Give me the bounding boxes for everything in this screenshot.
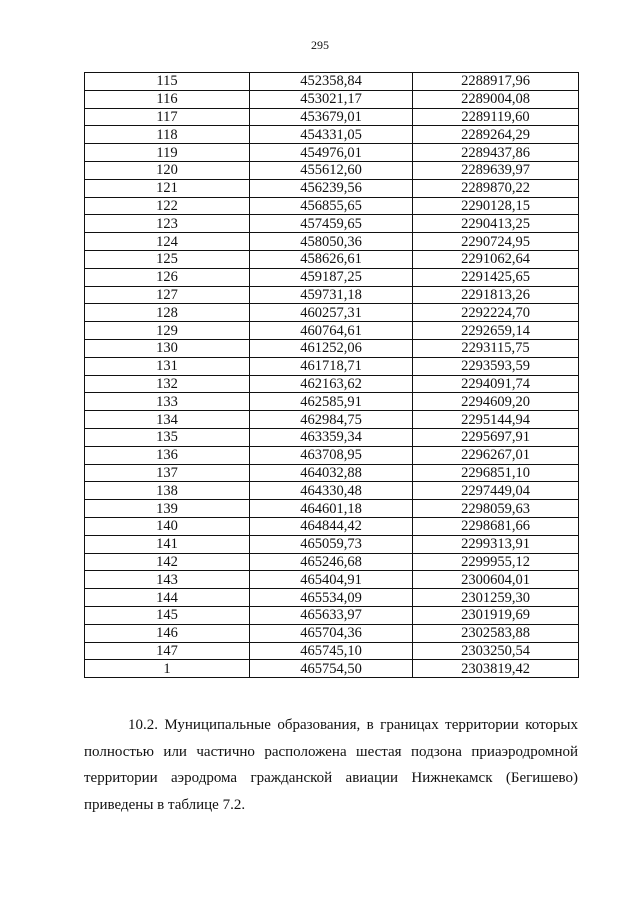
y-coordinate-cell: 2303250,54 <box>413 642 579 660</box>
x-coordinate-cell: 463359,34 <box>250 428 413 446</box>
y-coordinate-cell: 2298059,63 <box>413 500 579 518</box>
point-number-cell: 146 <box>85 624 250 642</box>
point-number-cell: 118 <box>85 126 250 144</box>
point-number-cell: 135 <box>85 428 250 446</box>
x-coordinate-cell: 461252,06 <box>250 339 413 357</box>
y-coordinate-cell: 2301259,30 <box>413 589 579 607</box>
table-row <box>85 660 579 678</box>
y-coordinate-cell: 2292659,14 <box>413 322 579 340</box>
y-coordinate-cell: 2294091,74 <box>413 375 579 393</box>
y-coordinate-cell: 2298681,66 <box>413 517 579 535</box>
table-row <box>85 286 579 304</box>
x-coordinate-cell: 456239,56 <box>250 179 413 197</box>
point-number-cell: 124 <box>85 233 250 251</box>
point-number-cell: 131 <box>85 357 250 375</box>
point-number-cell: 142 <box>85 553 250 571</box>
point-number-cell: 136 <box>85 446 250 464</box>
x-coordinate-cell: 465754,50 <box>250 660 413 678</box>
table-row <box>85 411 579 429</box>
table-row <box>85 393 579 411</box>
table-row <box>85 589 579 607</box>
y-coordinate-cell: 2299313,91 <box>413 535 579 553</box>
point-number-cell: 133 <box>85 393 250 411</box>
y-coordinate-cell: 2291813,26 <box>413 286 579 304</box>
point-number-cell: 140 <box>85 517 250 535</box>
x-coordinate-cell: 461718,71 <box>250 357 413 375</box>
y-coordinate-cell: 2293593,59 <box>413 357 579 375</box>
y-coordinate-cell: 2290724,95 <box>413 233 579 251</box>
y-coordinate-cell: 2289264,29 <box>413 126 579 144</box>
table-row <box>85 108 579 126</box>
point-number-cell: 139 <box>85 500 250 518</box>
y-coordinate-cell: 2289119,60 <box>413 108 579 126</box>
x-coordinate-cell: 458050,36 <box>250 233 413 251</box>
y-coordinate-cell: 2288917,96 <box>413 73 579 91</box>
point-number-cell: 143 <box>85 571 250 589</box>
x-coordinate-cell: 465059,73 <box>250 535 413 553</box>
x-coordinate-cell: 465404,91 <box>250 571 413 589</box>
point-number-cell: 147 <box>85 642 250 660</box>
y-coordinate-cell: 2302583,88 <box>413 624 579 642</box>
table-row <box>85 375 579 393</box>
paragraph-text: 10.2. Муниципальные образования, в границах территории которых полностью или частично расположена шестая подзона приаэродромной территории аэродрома гражданской авиации Нижнекамск (Бегишево) приведены в таблице 7.2. <box>84 717 578 813</box>
x-coordinate-cell: 465633,97 <box>250 606 413 624</box>
table-row <box>85 517 579 535</box>
table-row <box>85 553 579 571</box>
point-number-cell: 132 <box>85 375 250 393</box>
y-coordinate-cell: 2296267,01 <box>413 446 579 464</box>
y-coordinate-cell: 2299955,12 <box>413 553 579 571</box>
x-coordinate-cell: 465246,68 <box>250 553 413 571</box>
point-number-cell: 122 <box>85 197 250 215</box>
x-coordinate-cell: 459187,25 <box>250 268 413 286</box>
point-number-cell: 119 <box>85 144 250 162</box>
y-coordinate-cell: 2290128,15 <box>413 197 579 215</box>
point-number-cell: 126 <box>85 268 250 286</box>
table-row <box>85 144 579 162</box>
y-coordinate-cell: 2289639,97 <box>413 161 579 179</box>
y-coordinate-cell: 2291425,65 <box>413 268 579 286</box>
y-coordinate-cell: 2297449,04 <box>413 482 579 500</box>
x-coordinate-cell: 462163,62 <box>250 375 413 393</box>
table-row <box>85 126 579 144</box>
point-number-cell: 127 <box>85 286 250 304</box>
table-row <box>85 357 579 375</box>
y-coordinate-cell: 2290413,25 <box>413 215 579 233</box>
point-number-cell: 1 <box>85 660 250 678</box>
x-coordinate-cell: 453679,01 <box>250 108 413 126</box>
x-coordinate-cell: 453021,17 <box>250 90 413 108</box>
x-coordinate-cell: 465534,09 <box>250 589 413 607</box>
table-row <box>85 233 579 251</box>
x-coordinate-cell: 460764,61 <box>250 322 413 340</box>
x-coordinate-cell: 455612,60 <box>250 161 413 179</box>
x-coordinate-cell: 454331,05 <box>250 126 413 144</box>
y-coordinate-cell: 2289004,08 <box>413 90 579 108</box>
table-row <box>85 179 579 197</box>
x-coordinate-cell: 462585,91 <box>250 393 413 411</box>
y-coordinate-cell: 2300604,01 <box>413 571 579 589</box>
page-number: 295 <box>311 38 329 52</box>
table-row <box>85 215 579 233</box>
y-coordinate-cell: 2292224,70 <box>413 304 579 322</box>
table-row <box>85 624 579 642</box>
section-paragraph <box>84 712 578 818</box>
x-coordinate-cell: 452358,84 <box>250 73 413 91</box>
table-row <box>85 90 579 108</box>
y-coordinate-cell: 2289437,86 <box>413 144 579 162</box>
point-number-cell: 129 <box>85 322 250 340</box>
point-number-cell: 125 <box>85 250 250 268</box>
point-number-cell: 115 <box>85 73 250 91</box>
y-coordinate-cell: 2294609,20 <box>413 393 579 411</box>
y-coordinate-cell: 2296851,10 <box>413 464 579 482</box>
table-row <box>85 642 579 660</box>
y-coordinate-cell: 2289870,22 <box>413 179 579 197</box>
x-coordinate-cell: 459731,18 <box>250 286 413 304</box>
point-number-cell: 128 <box>85 304 250 322</box>
point-number-cell: 120 <box>85 161 250 179</box>
coordinates-table <box>84 72 579 678</box>
y-coordinate-cell: 2295144,94 <box>413 411 579 429</box>
table-row <box>85 304 579 322</box>
point-number-cell: 117 <box>85 108 250 126</box>
y-coordinate-cell: 2293115,75 <box>413 339 579 357</box>
y-coordinate-cell: 2303819,42 <box>413 660 579 678</box>
point-number-cell: 144 <box>85 589 250 607</box>
table-row <box>85 446 579 464</box>
coordinates-table-body <box>85 73 579 678</box>
table-row <box>85 428 579 446</box>
table-row <box>85 73 579 91</box>
point-number-cell: 145 <box>85 606 250 624</box>
y-coordinate-cell: 2295697,91 <box>413 428 579 446</box>
table-row <box>85 535 579 553</box>
table-row <box>85 250 579 268</box>
table-row <box>85 464 579 482</box>
x-coordinate-cell: 463708,95 <box>250 446 413 464</box>
table-row <box>85 322 579 340</box>
x-coordinate-cell: 465745,10 <box>250 642 413 660</box>
table-row <box>85 500 579 518</box>
x-coordinate-cell: 465704,36 <box>250 624 413 642</box>
x-coordinate-cell: 464032,88 <box>250 464 413 482</box>
point-number-cell: 141 <box>85 535 250 553</box>
point-number-cell: 130 <box>85 339 250 357</box>
y-coordinate-cell: 2301919,69 <box>413 606 579 624</box>
x-coordinate-cell: 462984,75 <box>250 411 413 429</box>
point-number-cell: 138 <box>85 482 250 500</box>
x-coordinate-cell: 464844,42 <box>250 517 413 535</box>
x-coordinate-cell: 460257,31 <box>250 304 413 322</box>
x-coordinate-cell: 456855,65 <box>250 197 413 215</box>
x-coordinate-cell: 457459,65 <box>250 215 413 233</box>
table-row <box>85 197 579 215</box>
y-coordinate-cell: 2291062,64 <box>413 250 579 268</box>
x-coordinate-cell: 464330,48 <box>250 482 413 500</box>
x-coordinate-cell: 454976,01 <box>250 144 413 162</box>
table-row <box>85 482 579 500</box>
point-number-cell: 121 <box>85 179 250 197</box>
table-row <box>85 268 579 286</box>
point-number-cell: 116 <box>85 90 250 108</box>
x-coordinate-cell: 464601,18 <box>250 500 413 518</box>
point-number-cell: 134 <box>85 411 250 429</box>
point-number-cell: 123 <box>85 215 250 233</box>
table-row <box>85 161 579 179</box>
table-row <box>85 571 579 589</box>
table-row <box>85 339 579 357</box>
table-row <box>85 606 579 624</box>
point-number-cell: 137 <box>85 464 250 482</box>
x-coordinate-cell: 458626,61 <box>250 250 413 268</box>
